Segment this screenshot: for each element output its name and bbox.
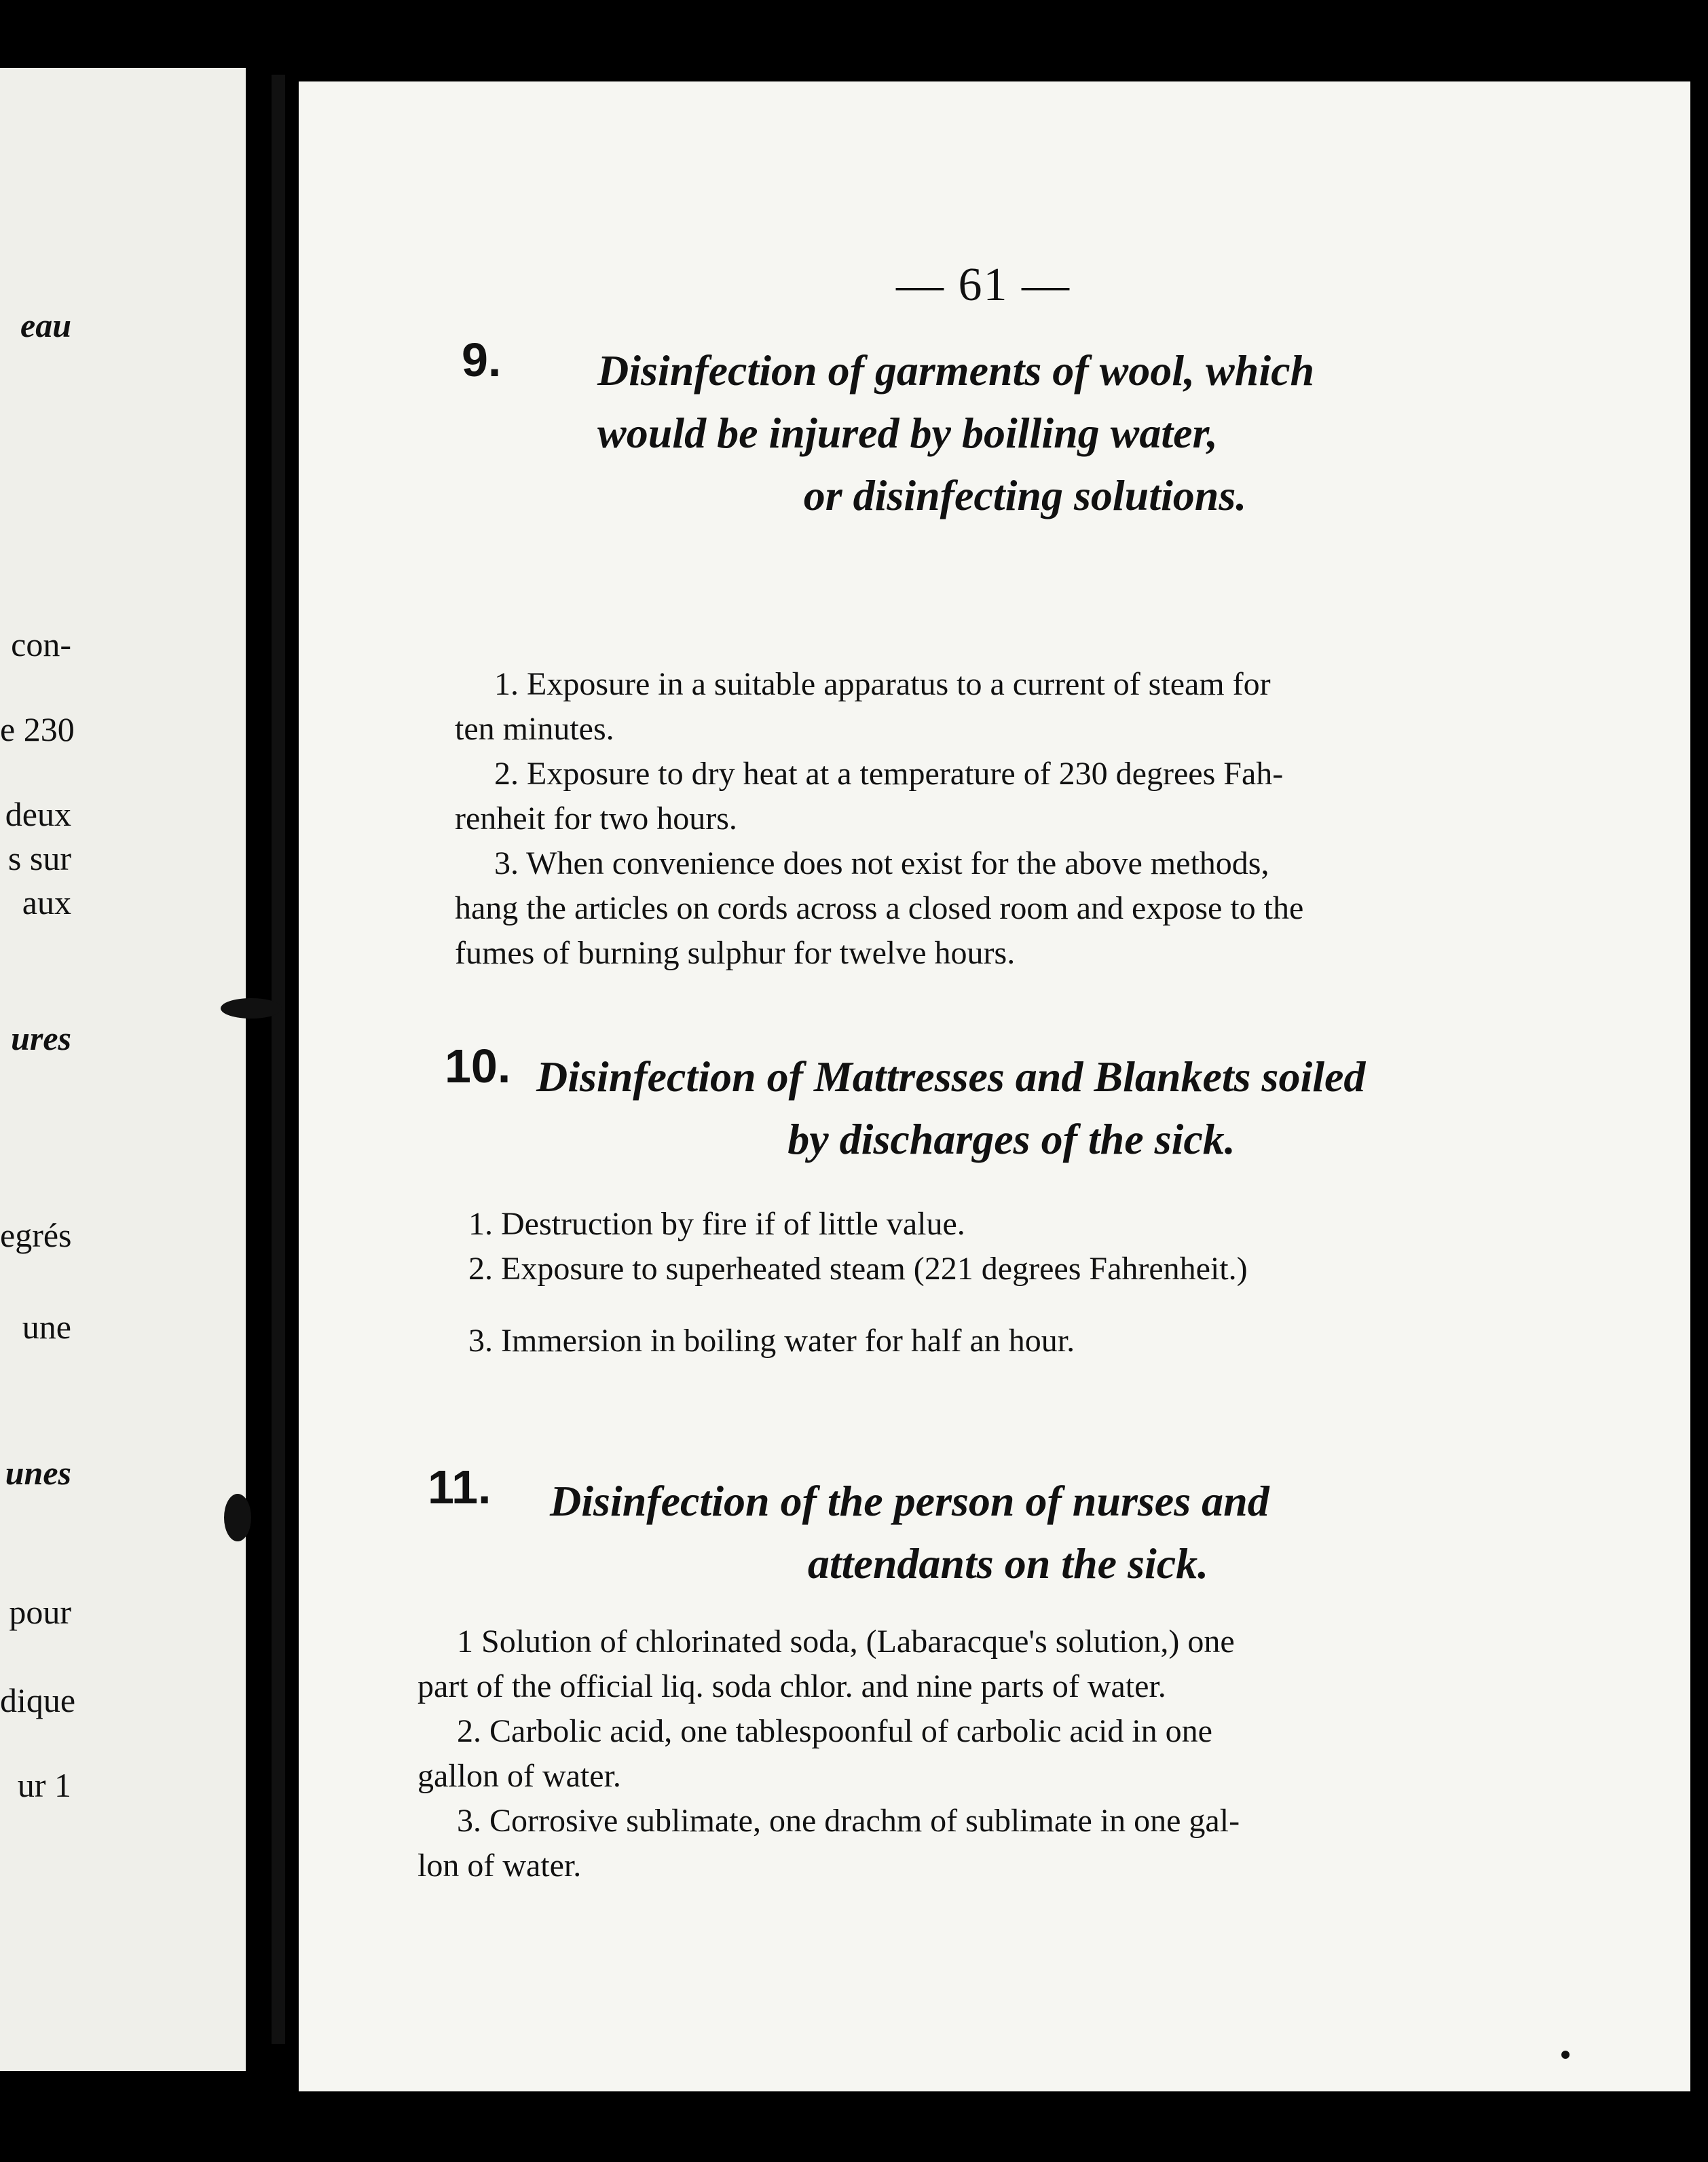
section-number: 10. bbox=[445, 1040, 511, 1093]
item-line: lon of water. bbox=[417, 1848, 582, 1884]
heading-line: attendants on the sick. bbox=[807, 1539, 1209, 1588]
heading-line: by discharges of the sick. bbox=[787, 1115, 1236, 1163]
item-line: 3. Immersion in boiling water for half an hour. bbox=[468, 1323, 1075, 1359]
section-body bbox=[417, 1619, 1463, 1888]
item-line: 3. Corrosive sublimate, one drachm of sublimate in one gal- bbox=[457, 1803, 1240, 1839]
item-line: fumes of burning sulphur for twelve hours. bbox=[455, 935, 1016, 971]
left-page-fragment: unes bbox=[5, 1454, 71, 1492]
left-page-fragment: une bbox=[22, 1308, 71, 1346]
left-page-fragment: dique bbox=[0, 1681, 76, 1719]
section-number: 11. bbox=[428, 1461, 491, 1514]
left-page-fragment: ures bbox=[11, 1019, 71, 1057]
item-line: 2. Exposure to dry heat at a temperature of 230 degrees Fah- bbox=[494, 756, 1284, 792]
heading-line: or disinfecting solutions. bbox=[803, 471, 1247, 519]
left-page-fragment: con- bbox=[11, 625, 71, 663]
item-line: gallon of water. bbox=[417, 1758, 621, 1794]
book-spine bbox=[272, 75, 285, 2044]
item-line: ten minutes. bbox=[455, 711, 614, 747]
scan-speck bbox=[1561, 2051, 1570, 2059]
item-line: 1. Destruction by fire if of little value. bbox=[468, 1206, 965, 1242]
binding-mark bbox=[221, 998, 282, 1019]
section-body bbox=[468, 1202, 1514, 1363]
section-heading bbox=[597, 340, 1453, 527]
section-number: 9. bbox=[462, 333, 502, 386]
item-line: 2. Carbolic acid, one tablespoonful of carbolic acid in one bbox=[457, 1713, 1212, 1749]
item-line: 1. Exposure in a suitable apparatus to a current of steam for bbox=[494, 666, 1271, 702]
left-page-fragment: ur 1 bbox=[17, 1766, 71, 1804]
section-heading bbox=[550, 1470, 1466, 1595]
left-page-fragment: e 230 bbox=[0, 710, 75, 748]
item-line: 2. Exposure to superheated steam (221 degrees Fahrenheit.) bbox=[468, 1251, 1248, 1287]
left-page-fragment: egrés bbox=[0, 1216, 72, 1254]
item-line: 3. When convenience does not exist for the above methods, bbox=[494, 845, 1269, 881]
heading-line: Disinfection of Mattresses and Blankets soiled bbox=[536, 1052, 1366, 1101]
item-line: 1 Solution of chlorinated soda, (Labaracque's solution,) one bbox=[457, 1624, 1235, 1660]
section-heading bbox=[536, 1046, 1487, 1171]
left-page-fragment: s sur bbox=[7, 839, 71, 877]
binding-mark bbox=[224, 1494, 251, 1541]
item-line: part of the official liq. soda chlor. and nine parts of water. bbox=[417, 1668, 1166, 1704]
left-page-fragment: deux bbox=[5, 795, 71, 833]
item-line: renheit for two hours. bbox=[455, 801, 737, 837]
page-number: — 61 — bbox=[896, 259, 1071, 311]
left-page-fragment: pour bbox=[9, 1593, 71, 1631]
heading-line: Disinfection of garments of wool, which bbox=[597, 346, 1315, 395]
heading-line: Disinfection of the person of nurses and bbox=[550, 1477, 1269, 1525]
left-page-fragment: aux bbox=[22, 883, 71, 921]
heading-line: would be injured by boilling water, bbox=[597, 409, 1218, 457]
left-page-fragment: eau bbox=[20, 306, 71, 344]
item-line: hang the articles on cords across a closed room and expose to the bbox=[455, 890, 1304, 926]
section-body bbox=[455, 662, 1500, 976]
